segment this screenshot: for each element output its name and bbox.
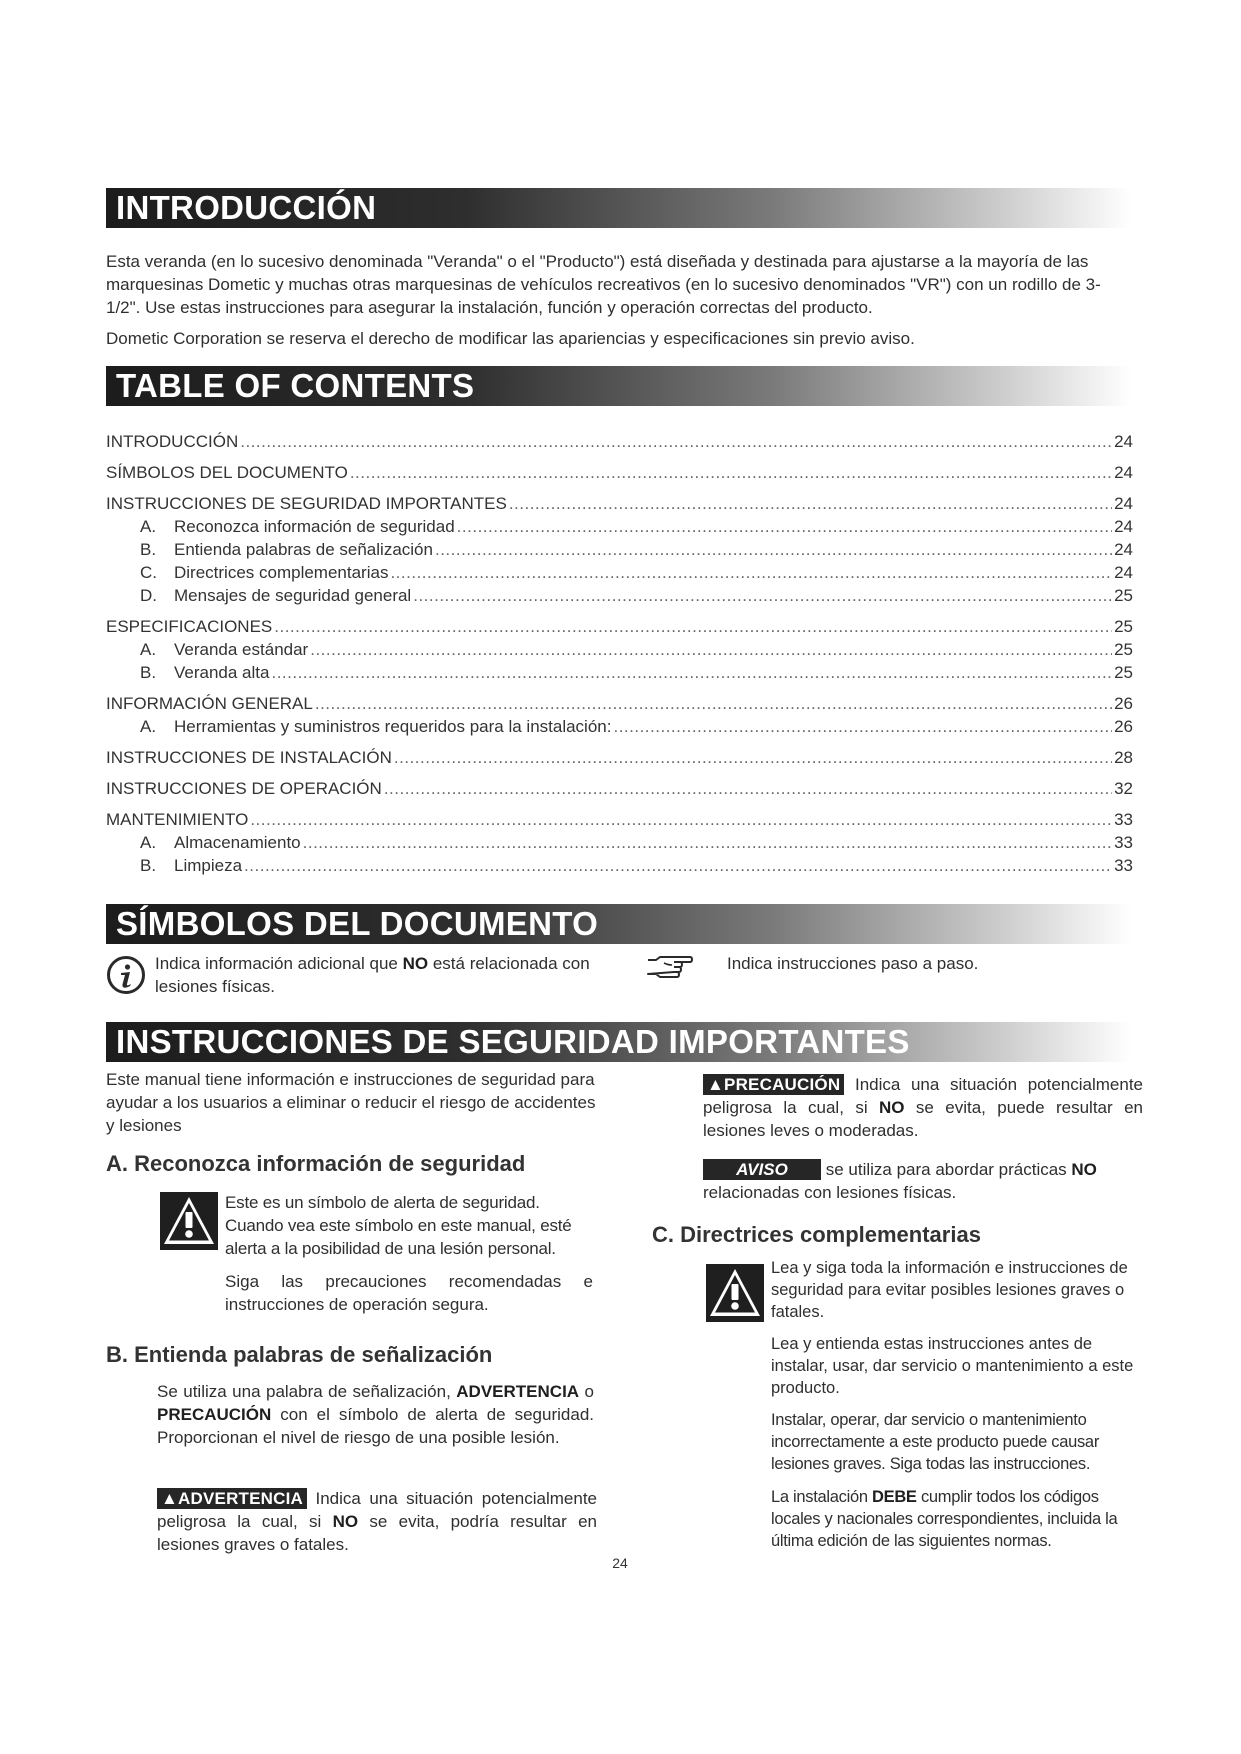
safety-title: INSTRUCCIONES DE SEGURIDAD IMPORTANTES [116,1023,910,1060]
safety-intro: Este manual tiene información e instrucciones de seguridad para ayudar a los usuarios a eliminar o reducir el riesgo de accidentes y lesiones [106,1070,596,1135]
section-a-paragraph-1: Este es un símbolo de alerta de seguridad. Cuando vea este símbolo en este manual, esté alerta a la posibilidad de una lesión personal. [225,1193,572,1258]
toc-entry[interactable] [106,748,1133,770]
toc-leader [509,494,1112,514]
aviso-paragraph: AVISO se utiliza para abordar prácticas NO relacionadas con lesiones físicas. [703,1160,1097,1202]
toc-entry-page: 24 [1114,494,1133,513]
toc-entry-letter: A. [140,717,157,736]
toc-entry-label: INFORMACIÓN GENERAL [106,694,313,713]
toc-entry[interactable] [106,810,1133,832]
toc-entry[interactable] [106,432,1133,454]
toc-banner [106,366,1131,406]
toc-leader [240,432,1112,452]
toc-subentry[interactable] [140,717,1133,739]
toc-entry-letter: B. [140,856,157,875]
toc-leader [390,563,1112,583]
section-a-paragraph-2: Siga las precauciones recomendadas e instrucciones de operación segura. [225,1272,593,1314]
toc-entry-page: 32 [1114,779,1133,798]
toc-entry-page: 24 [1114,563,1133,582]
toc-entry-label: INTRODUCCIÓN [106,432,239,451]
toc-entry-letter: D. [140,586,157,605]
section-c-heading: C. Directrices complementarias [652,1222,981,1247]
toc-entry-label: Entienda palabras de señalización [174,540,433,559]
toc-entry-page: 24 [1114,517,1133,536]
toc-entry-label: MANTENIMIENTO [106,810,249,829]
toc-entry-page: 24 [1114,432,1133,451]
section-a-heading: A. Reconozca información de seguridad [106,1151,526,1176]
toc-title: TABLE OF CONTENTS [116,367,475,404]
toc-leader [271,663,1112,683]
safety-banner [106,1022,1131,1062]
toc-entry-label: Herramientas y suministros requeridos para la instalación: [174,717,612,736]
toc-subentry[interactable] [140,833,1133,855]
section-c-paragraph-2: Lea y entienda estas instrucciones antes de instalar, usar, dar servicio o mantenimiento a este producto. [771,1335,1134,1397]
warning-triangle-icon [160,1192,218,1250]
toc-entry[interactable] [106,779,1133,801]
toc-subentry[interactable] [140,663,1133,685]
pointing-hand-icon [646,954,694,980]
toc-leader [394,748,1112,768]
advertencia-badge: ▲ADVERTENCIA [157,1488,307,1509]
toc-leader [250,810,1112,830]
toc-entry-letter: B. [140,540,157,559]
toc-leader [350,463,1112,483]
intro-paragraph-1: Esta veranda (en lo sucesivo denominada "Veranda" o el "Producto") está diseñada y destinada para ajustarse a la mayoría de las marquesinas Dometic y muchas otras marquesinas de vehículos recreativos (en lo sucesivo denominados "VR") con un rodillo de 3-1/2". Use estas instrucciones para asegurar la instalación, función y operación correctas del producto. [106,252,1101,317]
toc-entry[interactable] [106,617,1133,639]
toc-entry-page: 24 [1114,463,1133,482]
toc-entry-label: INSTRUCCIONES DE OPERACIÓN [106,779,382,798]
intro-banner [106,188,1131,228]
toc-entry-letter: B. [140,663,157,682]
page-number: 24 [612,1555,628,1571]
toc-leader [613,717,1112,737]
toc-entry-label: Veranda alta [174,663,270,682]
toc-subentry[interactable] [140,586,1133,608]
toc-entry-page: 28 [1114,748,1133,767]
toc-leader [413,586,1112,606]
toc-entry-page: 26 [1114,694,1133,713]
toc-entry-label: Directrices complementarias [174,563,389,582]
toc-entry[interactable] [106,694,1133,716]
toc-subentry[interactable] [140,517,1133,539]
toc-entry-page: 33 [1114,856,1133,875]
intro-title: INTRODUCCIÓN [116,189,377,226]
toc-entry-label: Almacenamiento [174,833,301,852]
toc-leader [384,779,1112,799]
toc-entry-letter: A. [140,833,157,852]
toc-subentry[interactable] [140,540,1133,562]
toc-entry[interactable] [106,463,1133,485]
section-c-paragraph-1: Lea y siga toda la información e instrucciones de seguridad para evitar posibles lesiones graves o fatales. [771,1259,1128,1321]
toc-entry-letter: C. [140,563,157,582]
step-symbol-text: Indica instrucciones paso a paso. [727,954,979,973]
precaucion-badge: ▲PRECAUCIÓN [703,1074,844,1095]
toc-entry-page: 24 [1114,540,1133,559]
toc-entry-page: 25 [1114,640,1133,659]
toc-entry-label: INSTRUCCIONES DE INSTALACIÓN [106,748,392,767]
toc-entry-label: Reconozca información de seguridad [174,517,455,536]
toc-leader [274,617,1112,637]
intro-paragraph-2: Dometic Corporation se reserva el derecho de modificar las apariencias y especificaciones sin previo aviso. [106,329,915,348]
toc-entry-page: 25 [1114,663,1133,682]
toc-entry-label: SÍMBOLOS DEL DOCUMENTO [106,463,348,482]
aviso-badge: AVISO [703,1159,821,1180]
toc-leader [310,640,1112,660]
toc-leader [303,833,1112,853]
warning-triangle-icon [706,1264,764,1322]
toc-subentry[interactable] [140,640,1133,662]
symbols-banner [106,904,1131,944]
toc-leader [457,517,1112,537]
toc-entry-letter: A. [140,640,157,659]
toc-leader [244,856,1112,876]
section-c-paragraph-4: La instalación DEBE cumplir todos los códigos locales y nacionales correspondientes, incluida la última edición de las siguientes normas. [771,1488,1118,1550]
toc-entry-label: Veranda estándar [174,640,309,659]
info-symbol-text: Indica información adicional que NO está relacionada con lesiones físicas. [155,954,590,996]
toc-entry[interactable] [106,494,1133,516]
toc-subentry[interactable] [140,563,1133,585]
toc-entry-label: Limpieza [174,856,243,875]
toc-entry-label: ESPECIFICACIONES [106,617,273,636]
section-b-heading: B. Entienda palabras de señalización [106,1342,493,1367]
toc-entry-letter: A. [140,517,157,536]
toc-leader [315,694,1112,714]
toc-entry-label: INSTRUCCIONES DE SEGURIDAD IMPORTANTES [106,494,507,513]
toc-entry-page: 25 [1114,586,1133,605]
toc-entry-label: Mensajes de seguridad general [174,586,412,605]
toc-entry-page: 26 [1114,717,1133,736]
advertencia-paragraph: ▲ADVERTENCIA Indica una situación potencialmente peligrosa la cual, si NO se evita, podría resultar en lesiones graves o fatales. [157,1489,597,1554]
symbols-title: SÍMBOLOS DEL DOCUMENTO [116,905,599,942]
section-b-paragraph: Se utiliza una palabra de señalización, ADVERTENCIA o PRECAUCIÓN con el símbolo de alerta de seguridad. Proporcionan el nivel de riesgo de una posible lesión. [157,1382,594,1447]
toc-leader [435,540,1112,560]
toc-subentry[interactable] [140,856,1133,878]
info-icon [106,955,146,995]
toc-entry-page: 33 [1114,833,1133,852]
toc-entry-page: 33 [1114,810,1133,829]
precaucion-paragraph: ▲PRECAUCIÓN Indica una situación potencialmente peligrosa la cual, si NO se evita, puede resultar en lesiones leves o moderadas. [703,1075,1143,1140]
section-c-paragraph-3: Instalar, operar, dar servicio o mantenimiento incorrectamente a este producto puede causar lesiones graves. Siga todas las instrucciones. [771,1411,1100,1473]
toc-entry-page: 25 [1114,617,1133,636]
